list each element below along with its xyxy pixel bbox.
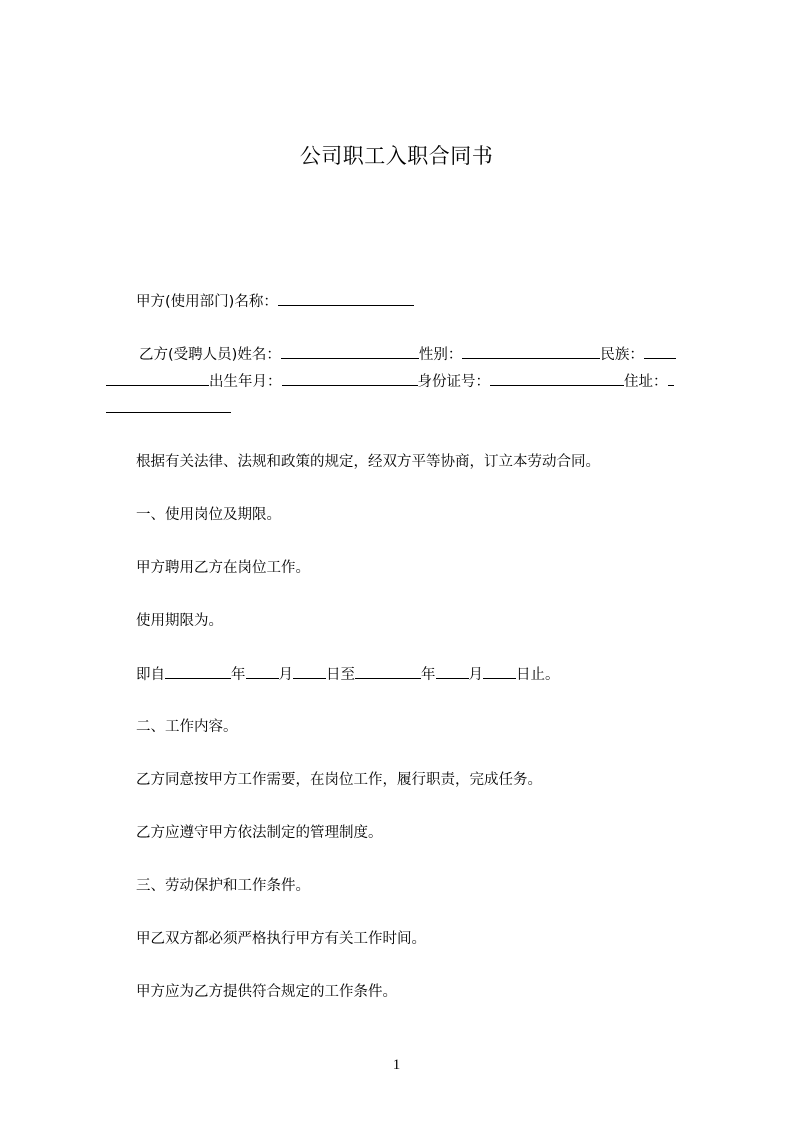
document-title: 公司职工入职合同书 <box>299 144 494 168</box>
end-year-blank <box>355 663 421 679</box>
section-3-paragraph-1: 甲乙双方都必须严格执行甲方有关工作时间。 <box>136 931 426 947</box>
section-2-paragraph-1: 乙方同意按甲方工作需要，在岗位工作，履行职责，完成任务。 <box>136 772 542 788</box>
id-label: 身份证号： <box>417 374 490 390</box>
section-2-heading: 二、工作内容。 <box>136 719 238 735</box>
end-day-blank <box>483 663 516 679</box>
start-year-label: 年 <box>231 667 246 683</box>
gender-blank <box>462 343 600 359</box>
ethnicity-blank <box>644 343 676 359</box>
start-month-blank <box>246 663 279 679</box>
section-2-paragraph-2: 乙方应遵守甲方依法制定的管理制度。 <box>136 825 383 841</box>
address-blank <box>668 370 674 386</box>
section-1-paragraph-1: 甲方聘用乙方在岗位工作。 <box>136 560 310 576</box>
page-number: 1 <box>392 1057 401 1073</box>
section-3-heading: 三、劳动保护和工作条件。 <box>136 878 310 894</box>
party-a-line <box>136 290 414 313</box>
start-month-label: 月 <box>278 667 293 683</box>
party-b-name-blank <box>281 343 419 359</box>
start-day-to-label: 日至 <box>326 667 355 683</box>
birth-blank <box>282 370 418 386</box>
end-month-blank <box>436 663 469 679</box>
gender-label: 性别： <box>418 347 463 363</box>
ethnicity-label: 民族： <box>600 347 644 363</box>
party-a-label: 甲方(使用部门)名称： <box>136 294 278 310</box>
end-day-label: 日止。 <box>516 667 560 683</box>
birth-label: 出生年月： <box>209 374 282 390</box>
start-day-blank <box>293 663 326 679</box>
party-b-line-3 <box>106 397 231 420</box>
period-prefix: 即自 <box>136 667 165 683</box>
end-year-label: 年 <box>421 667 436 683</box>
section-1-paragraph-2: 使用期限为。 <box>136 613 223 629</box>
party-b-label: 乙方(受聘人员)姓名： <box>139 347 281 363</box>
section-1-heading: 一、使用岗位及期限。 <box>136 507 281 523</box>
section-3-paragraph-2: 甲方应为乙方提供符合规定的工作条件。 <box>136 984 397 1000</box>
party-b-line-2 <box>106 370 674 393</box>
end-month-label: 月 <box>468 667 483 683</box>
party-b-line-1 <box>139 343 676 366</box>
id-number-blank <box>490 370 624 386</box>
address-blank-continued <box>106 397 231 413</box>
contract-period-line <box>136 663 560 686</box>
start-year-blank <box>165 663 231 679</box>
party-a-name-blank <box>278 290 414 306</box>
address-label: 住址： <box>624 374 668 390</box>
preamble-paragraph: 根据有关法律、法规和政策的规定，经双方平等协商，订立本劳动合同。 <box>136 454 600 470</box>
ethnicity-blank-continued <box>106 370 209 386</box>
